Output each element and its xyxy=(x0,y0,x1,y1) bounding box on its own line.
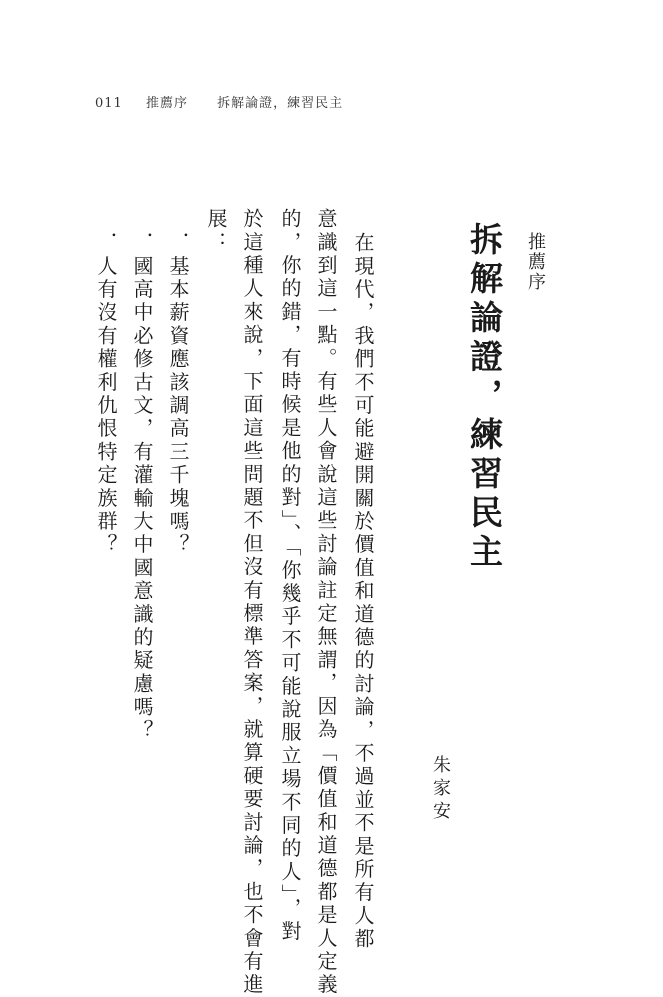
body-column-5: 展： xyxy=(204,208,228,255)
body-column-2: 意識到這一點。有些人會說這些討論註定無謂，因為「價值和道德都是人定義 xyxy=(314,208,338,997)
bullet-item-1: ．基本薪資應該調高三千塊嗎？ xyxy=(166,232,190,557)
preface-title: 拆解論證，練習民主 xyxy=(465,222,504,573)
bullet-item-3: ．人有沒有權利仇恨特定族群？ xyxy=(94,232,118,557)
running-header xyxy=(95,92,343,111)
header-section: 推薦序 xyxy=(145,96,188,111)
body-column-1: 在現代，我們不可能避開關於價值和道德的討論，不過並不是所有人都 xyxy=(351,232,375,952)
body-column-3: 的，你的錯，有時候是他的對」、「你幾乎不可能說服立場不同的人」，對 xyxy=(278,208,302,944)
body-column-4: 於這種人來說，下面這些問題不但沒有標準答案，就算硬要討論，也不會有進 xyxy=(240,208,264,997)
page-number: 011 xyxy=(95,96,123,111)
author-name: 朱家安 xyxy=(430,755,451,824)
header-chapter: 拆解論證，練習民主 xyxy=(217,96,344,111)
bullet-item-2: ．國高中必修古文，有灌輸大中國意識的疑慮嗎？ xyxy=(130,232,154,743)
preface-label: 推薦序 xyxy=(525,232,546,292)
